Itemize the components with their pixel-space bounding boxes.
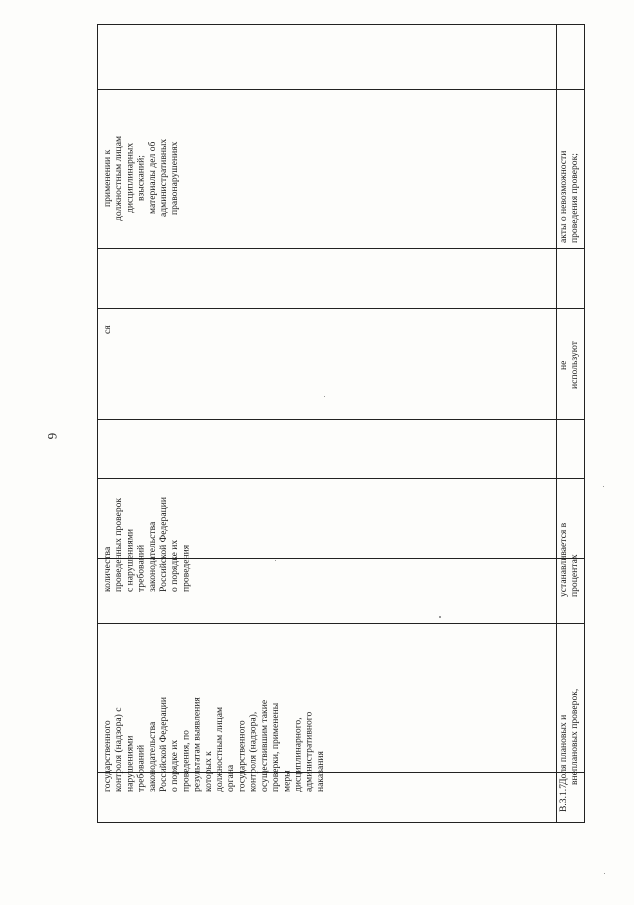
source-cell: не используют (558, 341, 581, 389)
calculation-cell: количества проведенных проверок с нарушениями требований законодательства Российской Федерации о порядке их проведения (102, 497, 192, 592)
column-divider (556, 25, 557, 822)
scan-speck (439, 616, 441, 618)
indicator-code: В.3.1.7 (558, 784, 569, 812)
row-divider (98, 308, 584, 309)
scan-speck (324, 396, 325, 397)
scan-speck (604, 873, 605, 874)
row-divider (98, 248, 584, 249)
scan-speck (603, 486, 604, 487)
indicator-name-cell: государственного контроля (надзора) с нарушениями требований законодательства Российской Федерации о порядке их проведения, по результатам выявления которых к должностным лицам органа государственного контроля (надзора), осуществившим такие проверки, применены меры дисциплинарного, административного наказания (102, 697, 326, 792)
source-cell: ся (102, 325, 113, 334)
row-divider (98, 419, 584, 420)
scan-speck (275, 560, 276, 561)
documents-cell: акты о невозможности проведения проверок; (558, 150, 581, 243)
page-number: 6 (45, 432, 60, 440)
documents-cell: применении к должностным лицам дисциплинарных взысканий; материалы дел об административных правонарушениях (102, 135, 181, 221)
indicator-table (97, 24, 585, 823)
unit-cell: устанавливается в процентах (558, 522, 581, 597)
indicator-name-cell: Доля плановых и внеплановых проверок, (558, 688, 581, 785)
row-divider (98, 89, 584, 90)
row-divider (98, 623, 584, 624)
